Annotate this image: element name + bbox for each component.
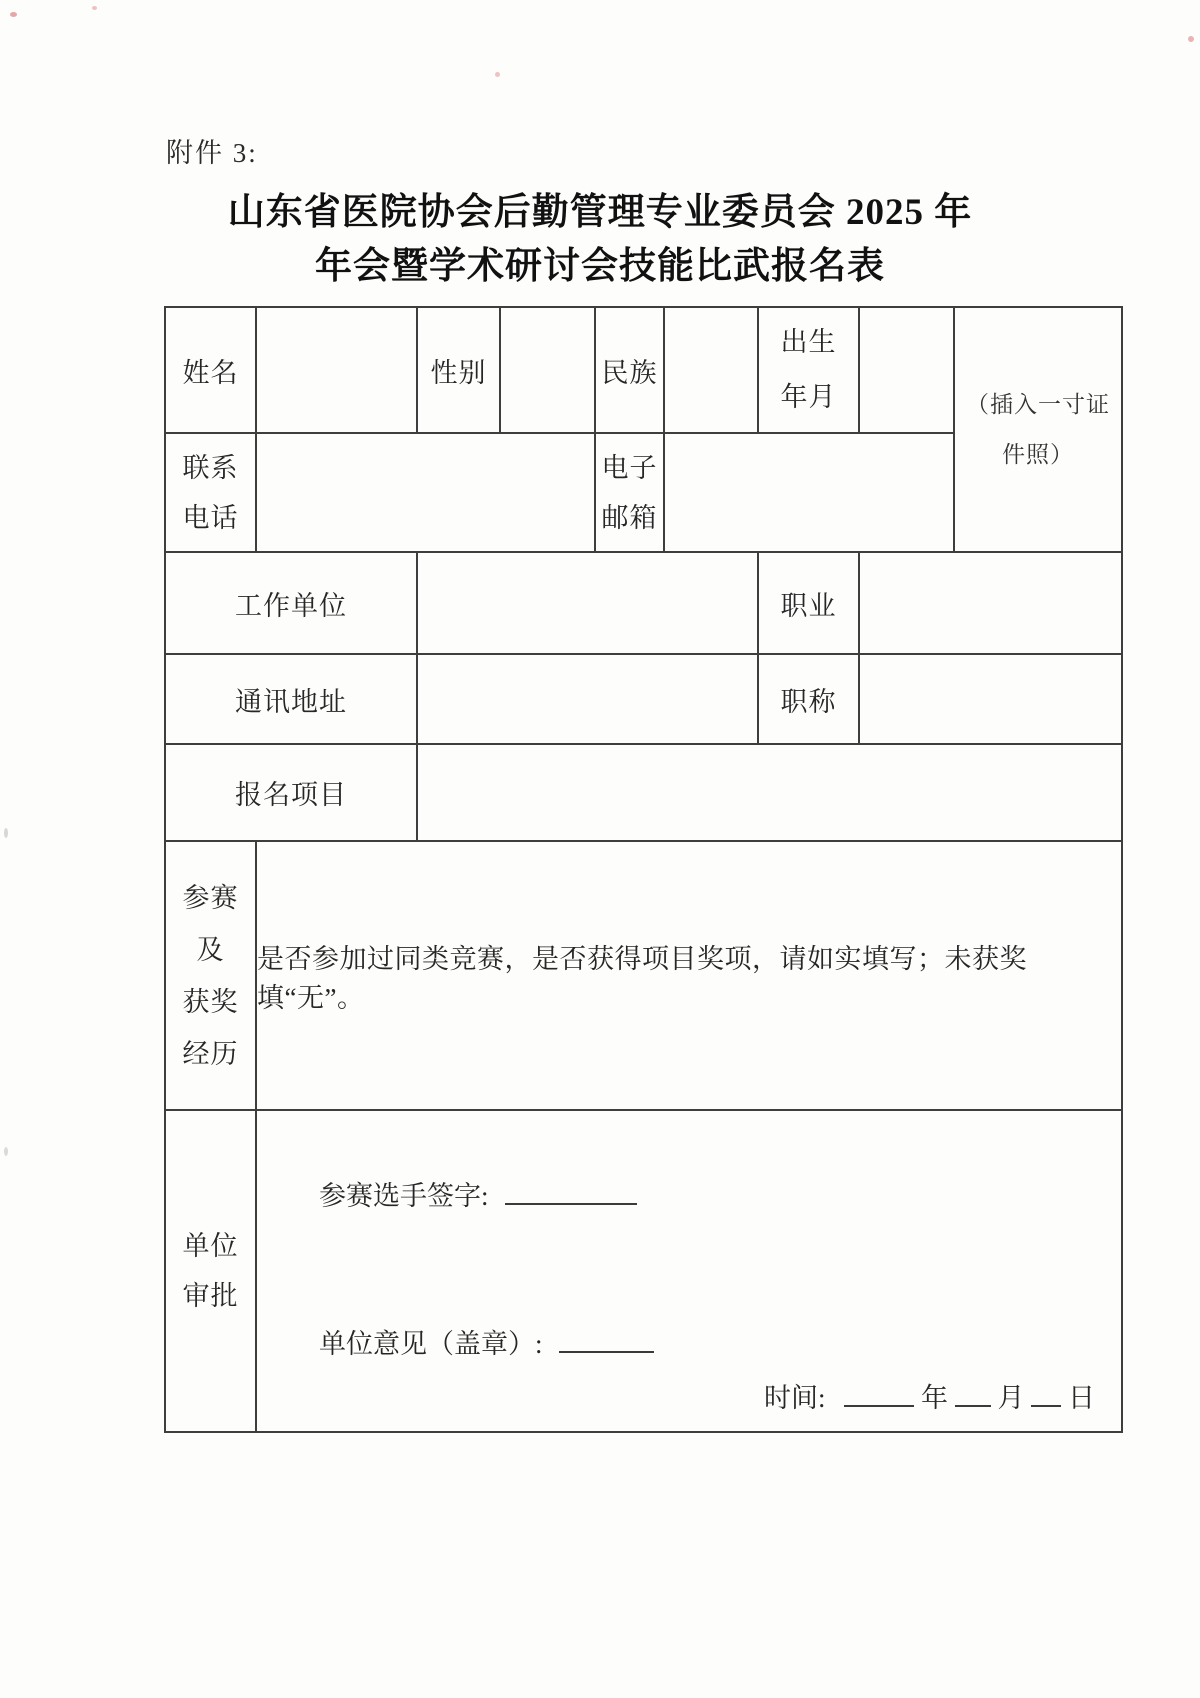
approval-content (257, 1112, 1121, 1430)
scan-speck (4, 1147, 8, 1156)
seal-line (257, 1326, 1121, 1362)
jobtitle-value-cell (859, 654, 1122, 744)
jobtitle-label-cell: 职称 (758, 654, 859, 744)
birth-value-cell (859, 307, 954, 433)
attachment-label: 附件 3: (166, 138, 258, 168)
year-suffix: 年 (921, 1383, 948, 1413)
occupation-value-cell (859, 552, 1122, 654)
scan-speck (1188, 36, 1194, 42)
project-value-cell (417, 744, 1122, 841)
email-label-cell: 电子 邮箱 (595, 433, 664, 552)
project-label-cell: 报名项目 (165, 744, 417, 841)
name-value-cell (256, 307, 417, 433)
phone-label-cell: 联系 电话 (165, 433, 256, 552)
day-suffix: 日 (1068, 1383, 1095, 1413)
seal-blank (559, 1327, 654, 1353)
workunit-value-cell (417, 552, 758, 654)
gender-label-cell: 性别 (417, 307, 500, 433)
address-label-cell: 通讯地址 (165, 654, 417, 744)
workunit-label-cell: 工作单位 (165, 552, 417, 654)
scan-speck (10, 12, 17, 17)
experience-note-cell: 是否参加过同类竞赛，是否获得项目奖项，请如实填写；未获奖填“无”。 (256, 841, 1122, 1110)
scan-speck (92, 6, 97, 10)
scan-speck (495, 72, 500, 77)
seal-label: 单位意见（盖章）: (319, 1329, 543, 1359)
day-blank (1031, 1381, 1061, 1407)
scan-speck (4, 828, 8, 838)
time-line (257, 1380, 1121, 1430)
signature-line (257, 1112, 1121, 1214)
form-title (25, 186, 1175, 294)
approval-label-cell: 单位 审批 (165, 1110, 256, 1432)
phone-value-cell (256, 433, 595, 552)
address-value-cell (417, 654, 758, 744)
signature-blank (505, 1179, 637, 1205)
gender-value-cell (500, 307, 595, 433)
ethnicity-label-cell: 民族 (595, 307, 664, 433)
month-suffix: 月 (997, 1383, 1025, 1413)
experience-label-cell: 参赛 及 获奖 经历 (165, 841, 256, 1110)
birth-label-cell: 出生 年月 (758, 307, 859, 433)
form-title-line1: 山东省医院协会后勤管理专业委员会 2025 年 (227, 192, 973, 233)
name-label-cell: 姓名 (165, 307, 256, 433)
signature-label: 参赛选手签字: (319, 1181, 489, 1211)
ethnicity-value-cell (664, 307, 758, 433)
month-blank (955, 1381, 991, 1407)
occupation-label-cell: 职业 (758, 552, 859, 654)
time-label: 时间: (763, 1383, 826, 1413)
email-value-cell (664, 433, 954, 552)
approval-content-cell (256, 1110, 1122, 1432)
year-blank (844, 1381, 914, 1407)
registration-table (164, 306, 1123, 1433)
form-title-line2: 年会暨学术研讨会技能比武报名表 (315, 246, 885, 287)
photo-placeholder-cell: （插入一寸证 件照） (954, 307, 1122, 552)
